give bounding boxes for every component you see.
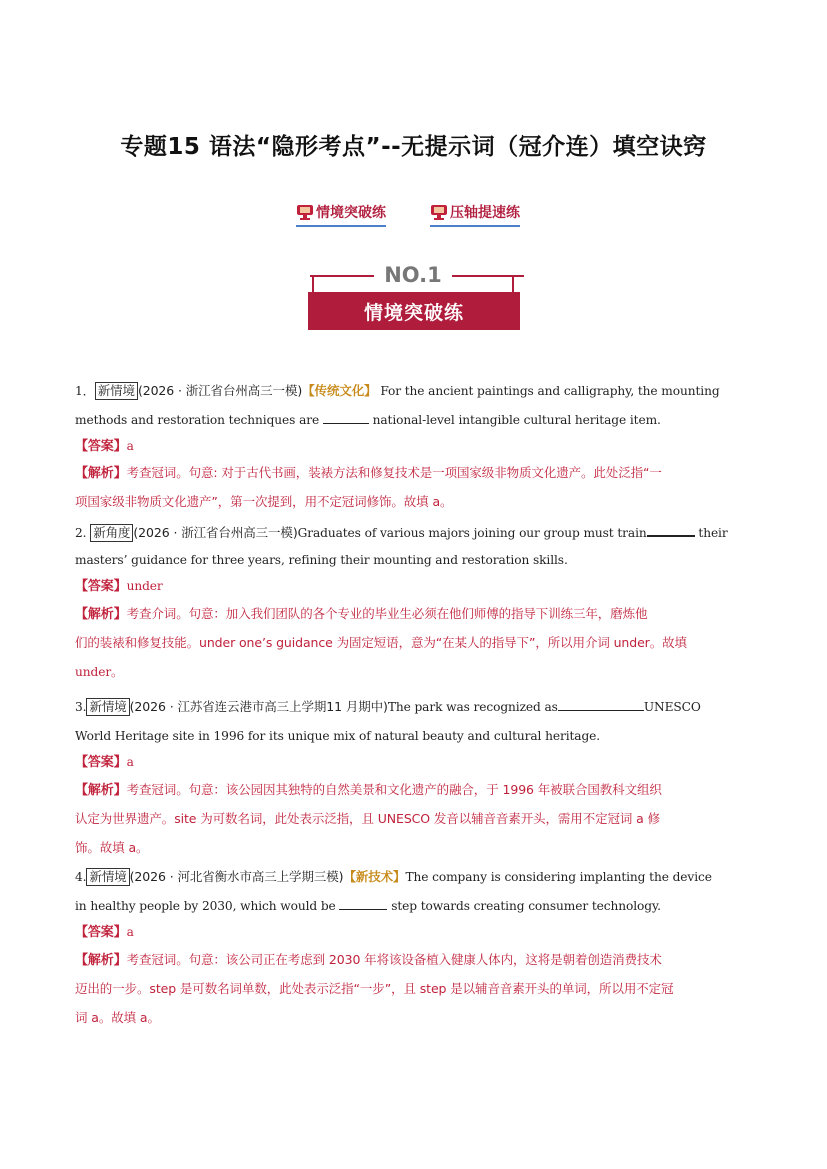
question-4-analysis-2: 迈出的一步。step 是可数名词单数，此处表示泛指“一步”，且 step 是以辅音音素开头的单词，所以用不定冠 — [75, 981, 674, 996]
nav-link-situation-practice[interactable] — [296, 200, 386, 227]
question-3-answer: 【答案】a — [75, 755, 134, 770]
question-2-answer: 【答案】under — [75, 579, 163, 594]
banner-tick-left — [312, 275, 314, 292]
banner-label: 情境突破练 — [308, 292, 520, 330]
banner-number: NO.1 — [374, 261, 452, 289]
category-label: 【传统文化】 — [302, 383, 377, 398]
page-title: 专题15 语法“隐形考点”--无提示词（冠介连）填空诀窍 — [120, 134, 707, 160]
question-1-analysis-1: 【解析】考查冠词。句意: 对于古代书画，装裱方法和修复技术是一项国家级非物质文化遗产。此处泛指“一 — [75, 465, 662, 481]
question-2-analysis-3: under。 — [75, 665, 124, 679]
trophy-icon — [296, 204, 314, 220]
trophy-icon — [430, 204, 448, 220]
tag-badge: 新角度 — [90, 524, 133, 542]
question-2-line-2: masters’ guidance for three years, refining their mounting and restoration skills. — [75, 553, 568, 567]
question-3-analysis-3: 饰。故填 a。 — [75, 840, 149, 855]
question-4-analysis-3: 词 a。故填 a。 — [75, 1010, 160, 1025]
question-4-answer: 【答案】a — [75, 925, 134, 940]
question-1-answer: 【答案】a — [75, 439, 134, 454]
question-4-analysis-1: 【解析】考查冠词。句意：该公司正在考虑到 2030 年将该设备植入健康人体内，这将是朝着创造消费技术 — [75, 952, 662, 968]
question-2-analysis-2: 们的装裱和修复技能。under one’s guidance 为固定短语，意为“在某人的指导下”，所以用介词 under。故填 — [75, 635, 687, 650]
section-banner — [300, 258, 528, 334]
question-3-analysis-2: 认定为世界遗产。site 为可数名词，此处表示泛指，且 UNESCO 发音以辅音音素开头，需用不定冠词 a 修 — [75, 811, 661, 826]
answer-blank — [558, 698, 644, 711]
question-4-line-2: in healthy people by 2030, which would be step towards creating consumer technology. — [75, 899, 661, 913]
question-2-line-1: 2. 新角度 (2026 · 浙江省台州高三一模)Graduates of various majors joining our group must train their — [75, 525, 728, 540]
tag-badge: 新情境 — [86, 868, 129, 886]
tag-badge: 新情境 — [95, 382, 138, 400]
question-3-line-1: 3. 新情境 (2026 · 江苏省连云港市高三上学期11 月期中)The park was recognized as UNESCO — [75, 699, 701, 714]
question-1-line-1: 1． 新情境 (2026 · 浙江省台州高三一模)【传统文化】 For the ancient paintings and calligraphy, the mounting — [75, 383, 720, 398]
nav-link-speed-practice[interactable] — [430, 200, 520, 227]
question-4-line-1: 4. 新情境 (2026 · 河北省衡水市高三上学期三模)【新技术】The company is considering implanting the device — [75, 869, 712, 884]
answer-blank — [323, 411, 369, 424]
tag-badge: 新情境 — [86, 698, 129, 716]
banner-tick-right — [512, 275, 514, 292]
question-3-line-2: World Heritage site in 1996 for its unique mix of natural beauty and cultural heritage. — [75, 729, 601, 743]
answer-blank — [647, 523, 695, 537]
nav-link-label: 压轴提速练 — [450, 205, 520, 221]
question-2-analysis-1: 【解析】考查介词。句意：加入我们团队的各个专业的毕业生必须在他们师傅的指导下训练三年，磨炼他 — [75, 606, 648, 622]
category-label: 【新技术】 — [343, 869, 406, 884]
answer-blank — [339, 897, 387, 910]
question-3-analysis-1: 【解析】考查冠词。句意：该公园因其独特的自然美景和文化遗产的融合，于 1996 年被联合国教科文组织 — [75, 782, 662, 798]
question-1-line-2: methods and restoration techniques are national-level intangible cultural heritage item. — [75, 413, 661, 427]
section-nav — [0, 200, 827, 226]
nav-link-label: 情境突破练 — [316, 205, 386, 221]
question-1-analysis-2: 项国家级非物质文化遗产”，第一次提到，用不定冠词修饰。故填 a。 — [75, 494, 453, 509]
